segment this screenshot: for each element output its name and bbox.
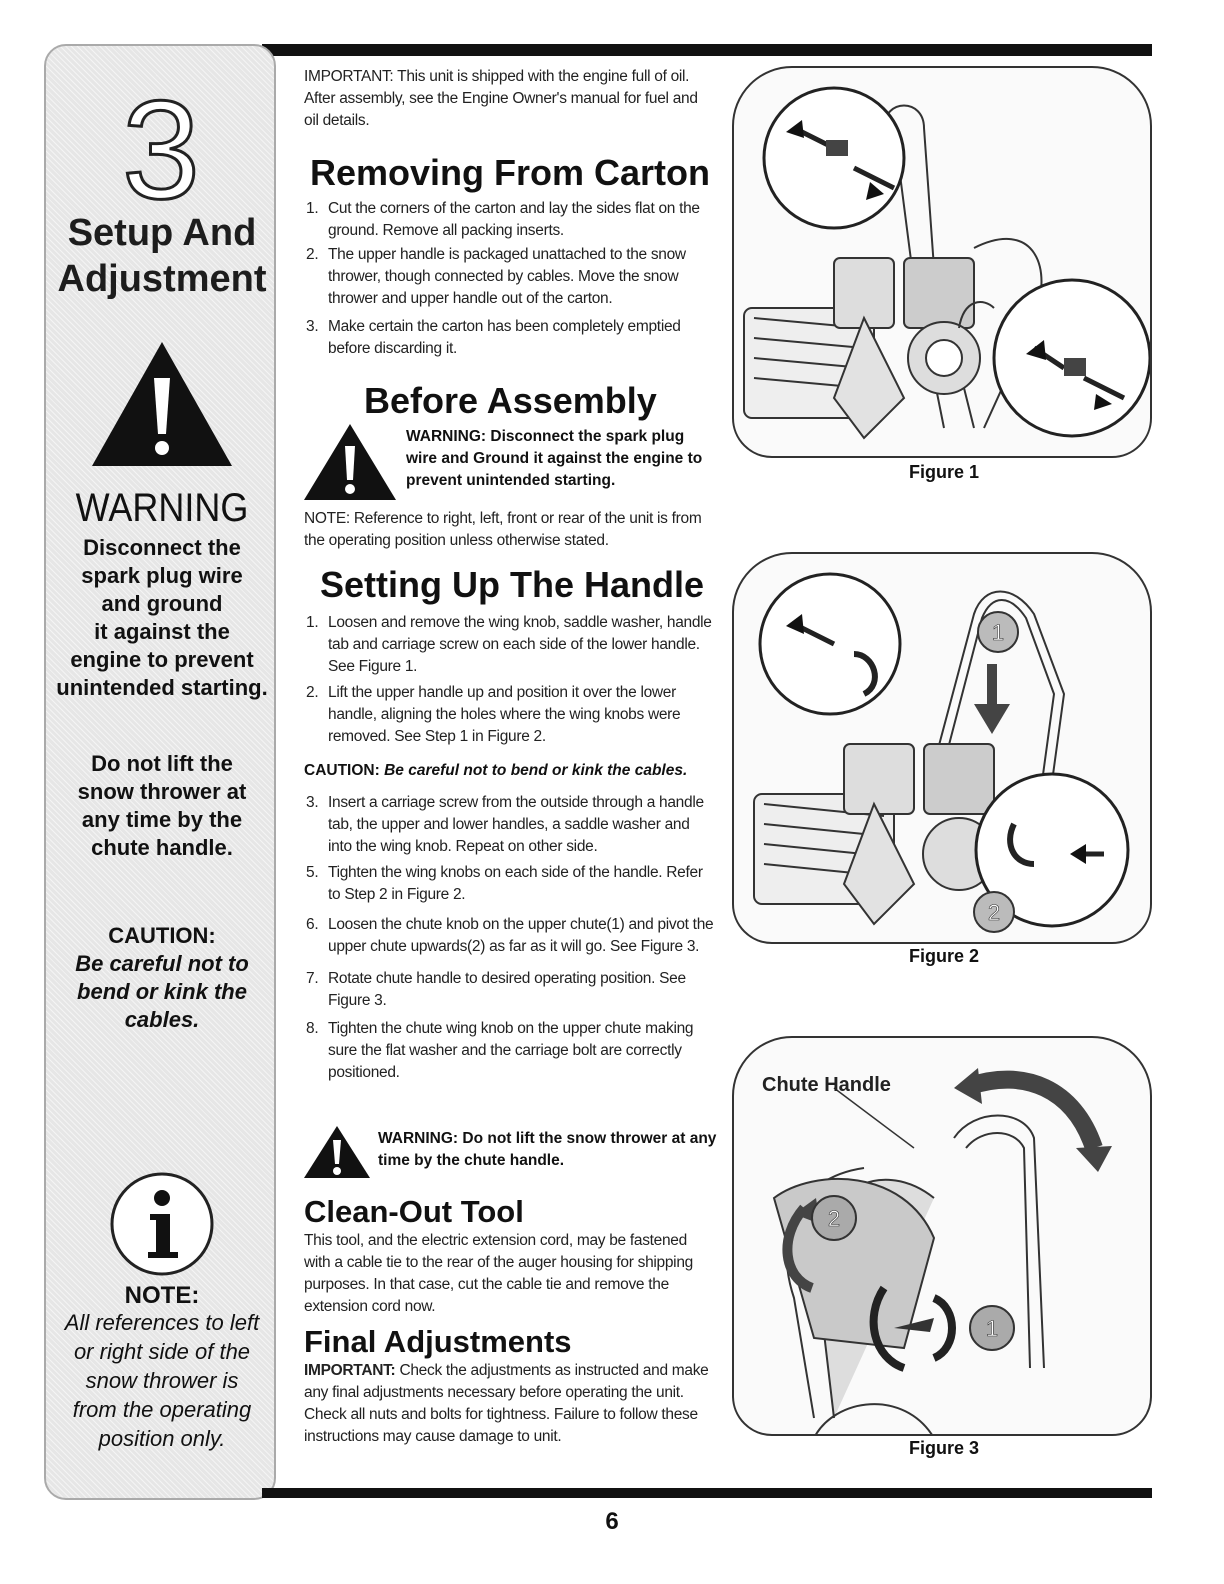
cleanout-text: This tool, and the electric extension cord, may be fastened with a cable tie to the rear of the auger housing for shipping purposes. In that case, cut the cable tie and remove the extension cord now. xyxy=(304,1232,693,1315)
figure-2-caption: Figure 2 xyxy=(908,946,979,966)
sidebar-donot-text: Do not lift the snow thrower at any time by the chute handle. xyxy=(77,751,247,860)
heading-final: Final Adjustments xyxy=(304,1324,572,1359)
warning-triangle-icon xyxy=(302,422,398,502)
before-warning xyxy=(302,422,722,502)
sidebar-note-heading: NOTE: xyxy=(124,1282,200,1309)
handle-steps-b xyxy=(304,792,716,1084)
chapter-number xyxy=(116,80,206,220)
figure-3 xyxy=(732,1036,1152,1436)
list-item: 2. Lift the upper handle up and position it over the lower handle, aligning the holes where the wing knobs were removed. See Step 1 in Figure 2. xyxy=(306,684,681,745)
list-item: 3. Insert a carriage screw from the outside through a handle tab, the upper and lower handles, a saddle washer and into the wing knob. Repeat on other side. xyxy=(306,794,704,855)
handle-warning xyxy=(302,1124,722,1180)
list-item: 8. Tighten the chute wing knob on the upper chute making sure the flat washer and the carriage bolt are correctly positioned. xyxy=(306,1020,694,1081)
figure-2-illustration xyxy=(734,554,1152,944)
top-rule xyxy=(262,44,1152,56)
list-item: 3. Make certain the carton has been completely emptied before discarding it. xyxy=(306,318,681,357)
list-item: 6. Loosen the chute knob on the upper chute(1) and pivot the upper chute upwards(2) as far as it will go. See Figure 3. xyxy=(306,916,714,955)
list-item: 2. The upper handle is packaged unattached to the snow thrower, though connected by cables. Move the snow thrower and upper handle out of the carton. xyxy=(306,246,686,307)
heading-before-assembly: Before Assembly xyxy=(364,380,657,421)
heading-cleanout: Clean-Out Tool xyxy=(304,1194,524,1229)
final-text: IMPORTANT: Check the adjustments as instructed and make any final adjustments necessary before operating the unit. Check all nuts and bolts for tightness. Failure to follow these instructions may cause damage to unit. xyxy=(304,1362,709,1445)
list-item: 1. Loosen and remove the wing knob, saddle washer, handle tab and carriage screw on each side of the lower handle. See Figure 1. xyxy=(306,614,712,675)
figure-3-label: Chute Handle xyxy=(762,1074,891,1096)
sidebar-caution-text: Be careful not to bend or kink the cables. xyxy=(75,951,249,1032)
figure-3-step-1: 1 xyxy=(985,1316,999,1341)
figure-2 xyxy=(732,552,1152,944)
handle-warning-text: WARNING: Do not lift the snow thrower at any time by the chute handle. xyxy=(378,1130,717,1169)
info-icon xyxy=(108,1170,216,1278)
warning-triangle-icon xyxy=(88,338,236,470)
before-warning-text: WARNING: Disconnect the spark plug wire and Ground it against the engine to prevent unintended starting. xyxy=(406,428,703,489)
figure-1-caption: Figure 1 xyxy=(908,462,979,482)
list-item: 7. Rotate chute handle to desired operating position. See Figure 3. xyxy=(306,970,686,1009)
handle-caution: CAUTION: Be careful not to bend or kink the cables. xyxy=(304,762,688,779)
list-item: 5. Tighten the wing knobs on each side of the handle. Refer to Step 2 in Figure 2. xyxy=(306,864,703,903)
sidebar-note-text: All references to left or right side of the snow thrower is from the operating position only. xyxy=(64,1310,260,1451)
figure-3-step-2: 2 xyxy=(827,1206,841,1231)
list-item: 1. Cut the corners of the carton and lay the sides flat on the ground. Remove all packing inserts. xyxy=(306,200,700,239)
sidebar-warning-text: Disconnect the spark plug wire and ground it against the engine to prevent unintended starting. xyxy=(56,535,268,700)
figure-1-illustration xyxy=(734,68,1152,458)
handle-steps-a xyxy=(304,612,716,748)
warning-heading: WARNING xyxy=(75,486,249,530)
bottom-rule xyxy=(262,1488,1152,1498)
removing-steps xyxy=(304,198,716,360)
warning-triangle-icon xyxy=(302,1124,372,1180)
page-number: 6 xyxy=(605,1508,619,1535)
sidebar-caution-heading: CAUTION: xyxy=(108,923,216,948)
figure-3-caption: Figure 3 xyxy=(908,1438,979,1458)
svg-text:3: 3 xyxy=(122,80,200,220)
before-note: NOTE: Reference to right, left, front or rear of the unit is from the operating position unless otherwise stated. xyxy=(304,510,702,549)
sidebar-title: Setup And Adjustment xyxy=(57,212,267,300)
figure-3-illustration xyxy=(734,1038,1152,1436)
intro-text: IMPORTANT: This unit is shipped with the engine full of oil. After assembly, see the Engine Owner's manual for fuel and oil details. xyxy=(304,68,698,129)
sidebar xyxy=(44,44,276,1500)
figure-1 xyxy=(732,66,1152,458)
heading-removing: Removing From Carton xyxy=(310,152,711,193)
heading-setting-handle: Setting Up The Handle xyxy=(320,564,705,605)
figure-2-step-2: 2 xyxy=(987,900,1001,925)
figure-2-step-1: 1 xyxy=(991,620,1005,645)
